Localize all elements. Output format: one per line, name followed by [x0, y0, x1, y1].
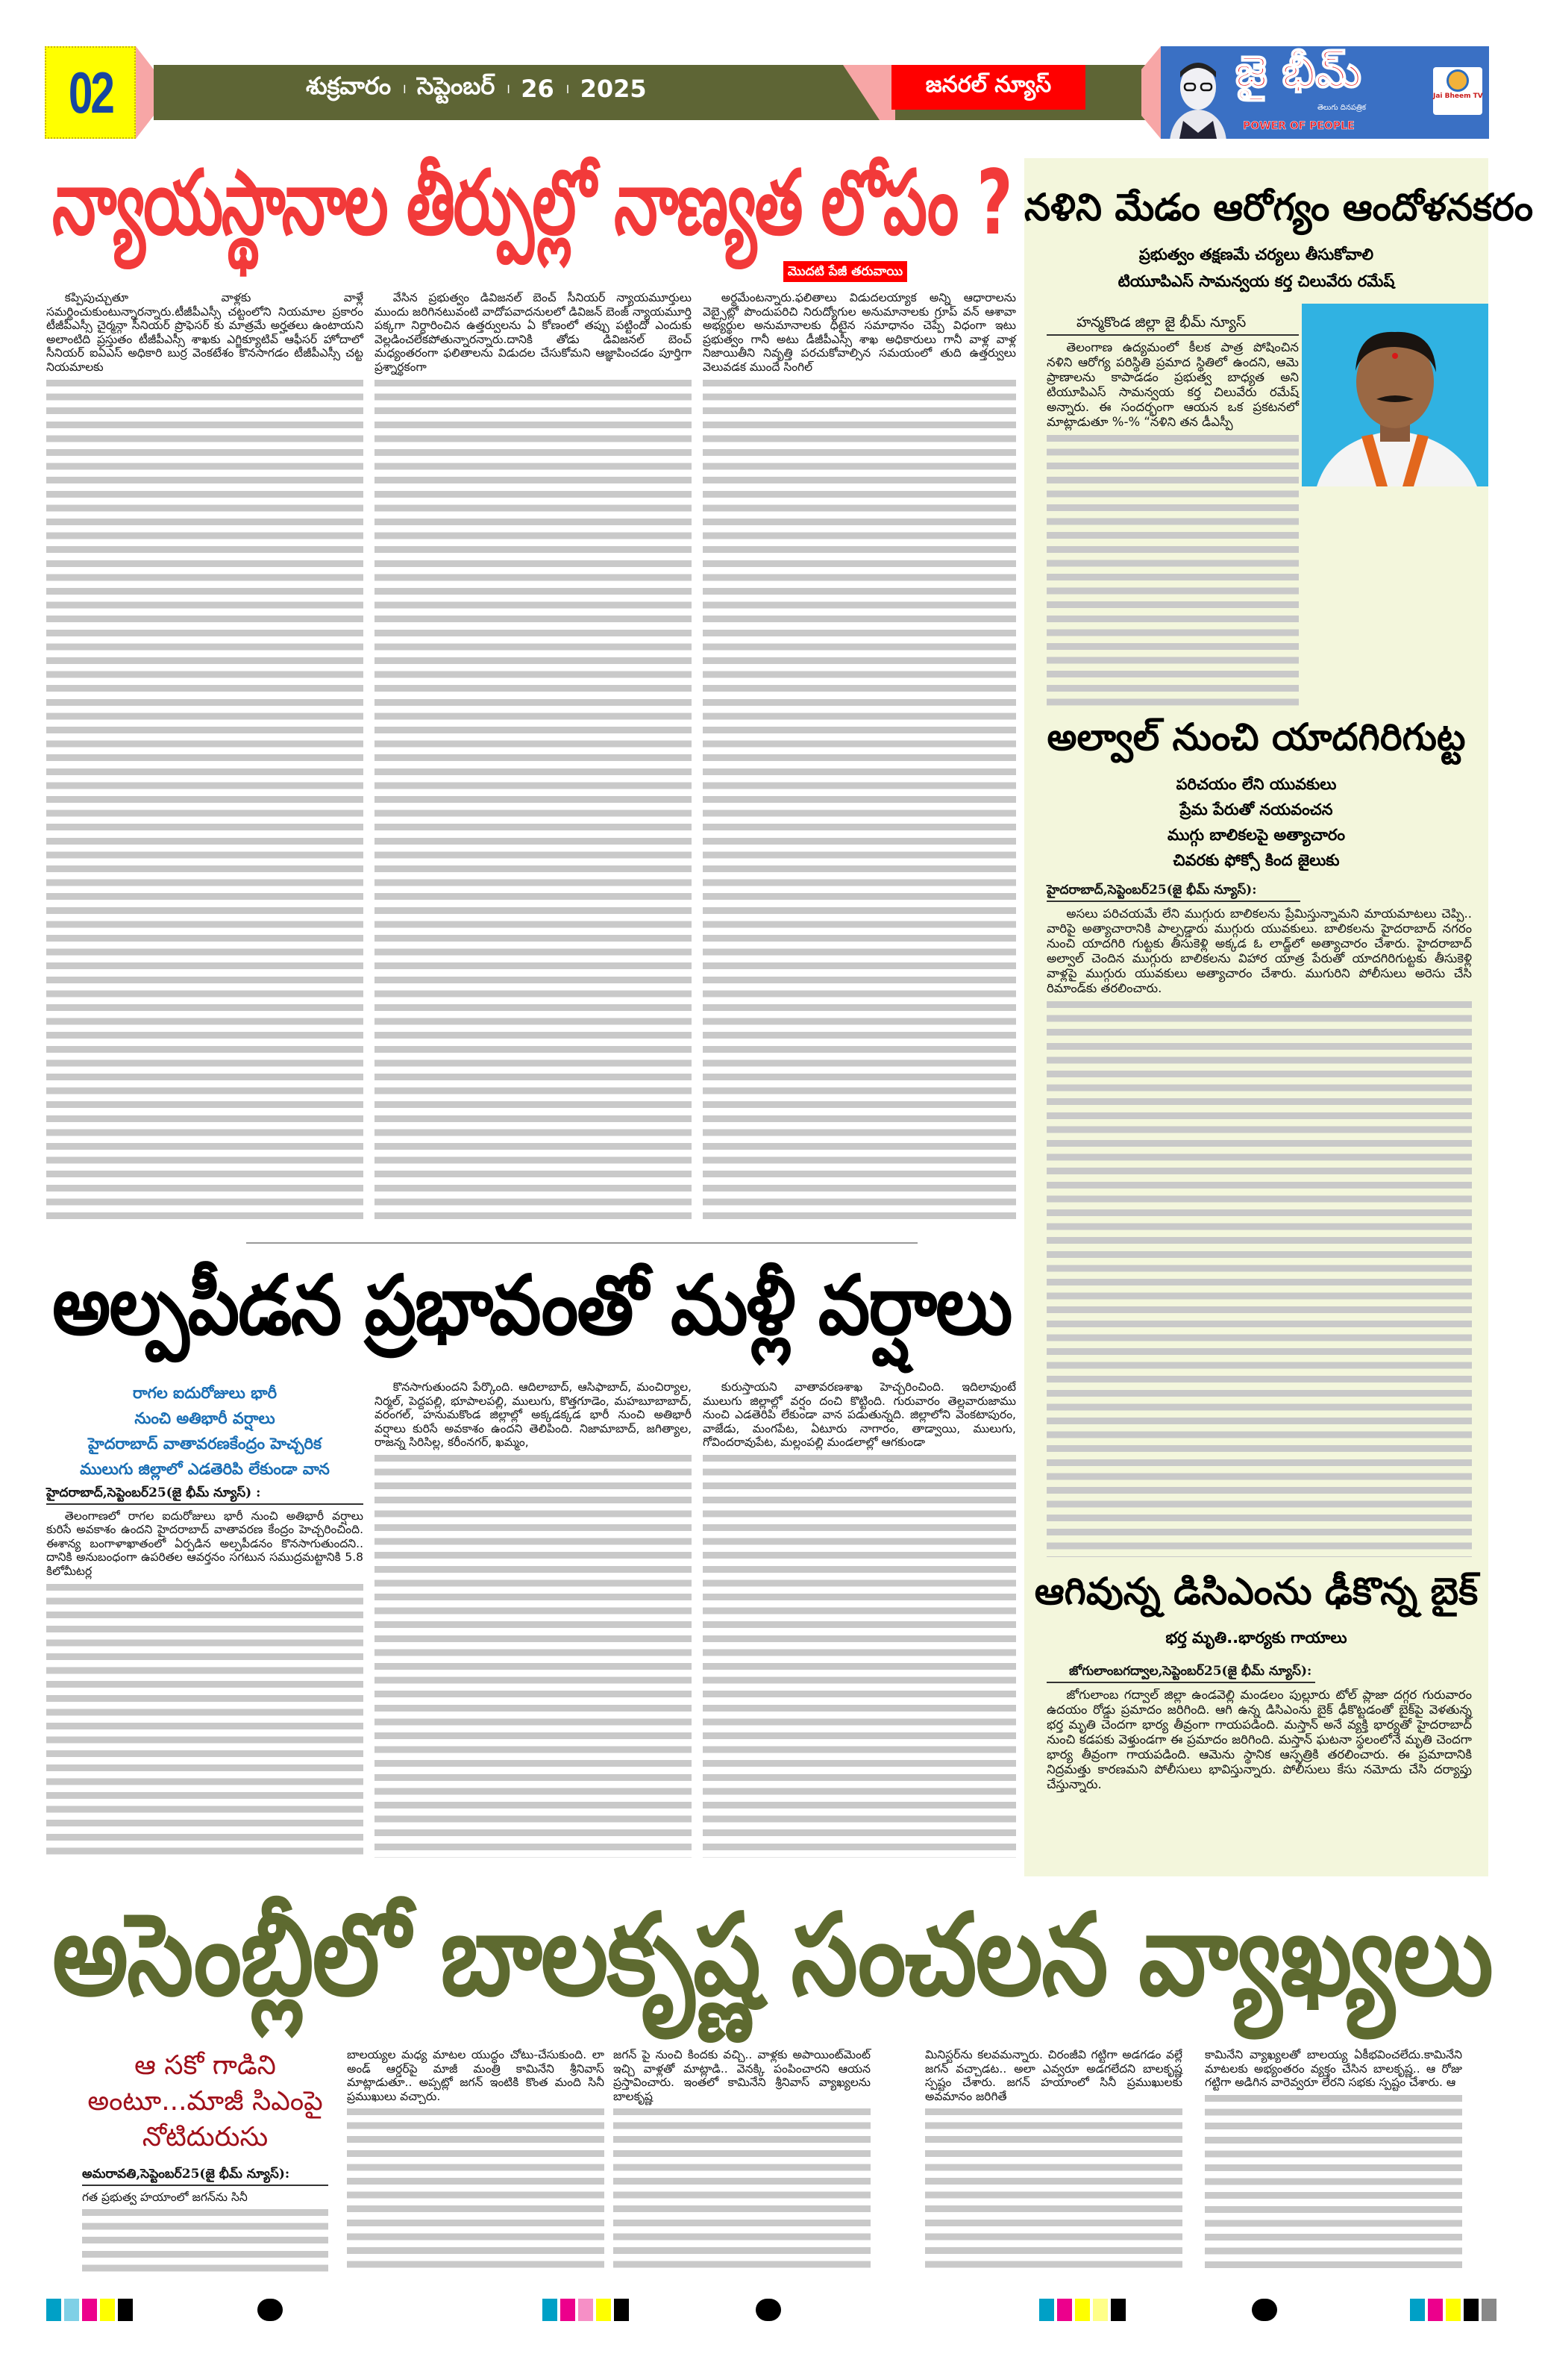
- dateline: హైదరాబాద్,సెప్టెంబర్25(జై భీమ్ న్యూస్):: [1047, 883, 1300, 902]
- paragraph: మినిస్టర్‌ను కలవమన్నారు. చిరంజీవి గట్టిగా అడగడం వల్లే జగన్ వచ్చాడట.. అలా ఎవ్వరూ అడగలేదని బాలకృష్ణ స్పష్టం చేశారు. జగన్ హయాంలో సినీ ప్రముఖులకు అవమానం జరిగితే: [925, 2048, 1182, 2103]
- page-number-box: [45, 46, 136, 139]
- logo-subtitle: తెలుగు దినపత్రిక: [1317, 104, 1367, 112]
- month: సెప్టెంబర్: [416, 72, 495, 100]
- registration-mark: [1252, 2299, 1277, 2321]
- continued-tag: మొదటి పేజీ తరువాయి: [783, 261, 907, 282]
- text-block: [613, 2105, 871, 2272]
- paragraph: గత ప్రభుత్వ హయాంలో జగన్‌ను సినీ: [82, 2190, 248, 2204]
- color-registration-bar: [1039, 2299, 1126, 2321]
- date-separator: ।: [564, 81, 570, 97]
- subhead: భర్త మృతి..భార్యకు గాయాలు: [1165, 1629, 1347, 1647]
- sidebar-headline-3: ఆగివున్న డిసిఎంను ఢీకొన్న బైక్: [1034, 1570, 1479, 1613]
- assembly-column-5: [1205, 2048, 1462, 2272]
- tv-logo: [1433, 67, 1482, 115]
- rain-story-column-3: [703, 1380, 1016, 1858]
- registration-mark: [756, 2299, 781, 2321]
- assembly-subhead: ఆ సకో గాడిని అంటూ...మాజీ సిఎంపై నోటిదురుసు: [87, 2050, 323, 2152]
- subhead: నుంచి అతిభారీ వర్షాలు: [134, 1409, 275, 1427]
- text-block: [925, 2105, 1182, 2272]
- rain-story-column-2: [374, 1380, 692, 1858]
- rain-headline: అల్పపీడన ప్రభావంతో మళ్లీ వర్షాలు: [52, 1257, 1012, 1353]
- assembly-column-3: [613, 2048, 871, 2272]
- paragraph: అర్థమేంటన్నారు.ఫలితాలు విడుదలయ్యాక అన్ని ఆధారాలను వెబ్సైట్లో పొందుపరిచి నిరుద్యోగుల అనుమానాలకు గ్రూప్ వన్ ఆశావా అభ్యర్థుల అనుమానాలకు ధీటైన సమాధానం చెప్పే విధంగా ఇటు ప్రభుత్వం గానీ అటు డీజీపీఎస్సీ శాఖ అధికారులు గానీ వాళ్ల వాళ్ల నిజాయితీని నివృత్తి పరచుకోవాల్సిన సమయంలో తుది ఉత్తర్వులు వెలువడక ముందే సింగిల్: [703, 291, 1016, 374]
- page-number-wedge: [136, 46, 154, 139]
- main-story-column-1: [46, 291, 363, 1219]
- issue-date: [306, 72, 647, 106]
- section-label: జనరల్ న్యూస్: [891, 65, 1085, 110]
- subhead: హైదరాబాద్ వాతావరణకేంద్రం హెచ్చరిక: [88, 1435, 322, 1453]
- paragraph: కామినేని వ్యాఖ్యలతో బాలయ్య ఏకీభవించలేదు.కామినేని మాటలకు అభ్యంతరం వ్యక్తం చేసిన బాలకృష్ణ.. ఆ రోజు గట్టిగా అడిగిన వారెవ్వరూ లేరని సభకు స్పష్టం చేశారు. ఆ: [1205, 2048, 1462, 2090]
- subhead: ప్రేమ పేరుతో నయవంచన: [1179, 801, 1333, 818]
- main-story-column-2: [374, 291, 692, 1219]
- text-block: [1047, 431, 1299, 709]
- subhead: రాగల ఐదురోజులు భారీ: [132, 1384, 278, 1402]
- text-block: [82, 2205, 328, 2272]
- assembly-column-2: [347, 2048, 604, 2272]
- text-block: [347, 2105, 604, 2272]
- dateline: అమరావతి,సెప్టెంబర్25(జై భీమ్ న్యూస్):: [82, 2167, 328, 2186]
- subhead: ముగ్గు బాలికలపై అత్యాచారం: [1168, 826, 1345, 844]
- logo-wedge: [1141, 46, 1161, 139]
- dateline: జోగులాంబగద్వాల,సెప్టెంబర్25(జై భీమ్ న్యూస్):: [1047, 1664, 1315, 1683]
- logo-title: జై భీమ్: [1235, 46, 1361, 97]
- main-headline: న్యాయస్థానాల తీర్పుల్లో నాణ్యత లోపం ?: [52, 150, 1012, 255]
- paragraph: జోగులాంబ గద్వాల్ జిల్లా ఉండవెల్లి మండలం పుల్లూరు టోల్ ప్లాజా దగ్గర గురువారం ఉదయం రోడ్డు ప్రమాదం జరిగింది. ఆగి ఉన్న డిసిఎంను బైక్ ఢీకొట్టడంతో బైక్‌పై వెళతున్న భర్త మృతి చెందగా భార్య తీవ్రంగా గాయపడింది. మస్తాన్ అనే వ్యక్తి భార్యతో హైదరాబాద్ నుంచి కడపకు వెళ్తుండగా ఈ ప్రమాదం జరిగింది. మస్తాన్ ఘటనా స్థలంలోనే మృతి చెందగా భార్య తీవ్రంగా గాయపడింది. ఆమెను స్థానిక ఆస్పత్రికి తరలించారు. ఈ ప్రమాదానికి నిద్రమత్తు కారణమని పోలీసులు భావిస్తున్నారు. పోలీసులు కేసు నమోదు చేసి దర్యాప్తు చేస్తున్నారు.: [1047, 1688, 1472, 1791]
- paragraph: అసలు పరిచయమే లేని ముగ్గురు బాలికలను ప్రేమిస్తున్నామని మాయమాటలు చెప్పి.. వారిపై అత్యాచారానికి పాల్పడ్డారు ముగ్గురు యువకులు. బాలికలను హైదరాబాద్ నగరం నుంచి యాదగిరి గుట్టకు తీసుకెళ్లి అక్కడ ఓ లాడ్జ్‌లో అత్యాచారం చేశారు. హైదరాబాద్ అల్వాల్ చెందిన ముగ్గురు బాలికలను విహార యాత్ర పేరుతో యాదగిరిగుట్టకు తీసుకెళ్లి వాళ్లపై ముగ్గురు యువకులు అత్యాచారం చేశారు. ముగురిని పోలీసులు అరెసు చేసి రిమాండ్‌కు తరలించారు.: [1047, 906, 1472, 995]
- assembly-headline: అసెంబ్లీలో బాలకృష్ణ సంచలన వ్యాఖ్యలు: [52, 1888, 1492, 2021]
- paragraph: తెలంగాణ ఉద్యమంలో కీలక పాత్ర పోషించిన నళిని ఆరోగ్య పరిస్థితి ప్రమాద స్థితిలో ఉందని, ఆమె ప్రాణాలను కాపాడడం ప్రభుత్వ బాధ్యత అని టియూపిఎస్ సామన్వయ కర్త చిలువేరు రమేష్ అన్నారు. ఈ సందర్భంగా ఆయన ఒక ప్రకటనలో మాట్లాడుతూ %-% “నళిని తన డీఎస్పీ: [1047, 340, 1299, 429]
- tv-emblem-icon: [1447, 69, 1469, 92]
- weekday: శుక్రవారం: [306, 72, 392, 100]
- assembly-column-4: [925, 2048, 1182, 2272]
- date-separator: ।: [505, 81, 511, 97]
- sidebar-story-2-body: [1047, 878, 1472, 1557]
- text-block: [1047, 998, 1472, 1557]
- sidebar-headline-2: అల్వాల్ నుంచి యాదగిరిగుట్ట: [1047, 715, 1466, 759]
- person-photo: [1302, 304, 1488, 486]
- text-block: [1205, 2091, 1462, 2272]
- assembly-column-1: [82, 2048, 328, 2272]
- dateline: హన్మకొండ జిల్లా జై భీమ్ న్యూస్: [1047, 315, 1299, 336]
- sidebar-headline-1: నళిని మేడం ఆరోగ్యం ఆందోళనకరం: [1024, 186, 1534, 229]
- paragraph: తెలంగాణలో రాగల ఐదురోజులు భారీ నుంచి అతిభారీ వర్షాలు కురిసే అవకాశం ఉందని హైదరాబాద్ వాతావరణ కేంద్రం హెచ్చరించింది. ఈశాన్య బంగాళాఖాతంలో ఏర్పడిన అల్పపీడనం కొనసాగుతుందని.. దానికి అనుబంధంగా ఉపరితల ఆవర్తనం సగటున సముద్రమట్టానికి 5.8 కిలోమీటర్ల: [46, 1509, 363, 1578]
- day: 26: [521, 75, 554, 103]
- subhead: చివరకు ఫోక్సో కింద జైలుకు: [1173, 851, 1340, 869]
- year: 2025: [580, 75, 647, 103]
- text-block: [703, 376, 1016, 1219]
- text-block: [374, 1451, 692, 1858]
- text-block: [46, 376, 363, 1219]
- sidebar-story-1-body: [1047, 315, 1299, 709]
- sidebar-story-3-body: [1047, 1659, 1472, 1868]
- date-separator: ।: [401, 81, 407, 97]
- page-number: 02: [68, 59, 113, 125]
- paragraph: కొనసాగుతుందని పేర్కొంది. ఆదిలాబాద్, ఆసిఫాబాద్, మంచిర్యాల, నిర్మల్, పెద్దపల్లి, భూపాలపల్లి, ములుగు, కొత్తగూడెం, మహబూబాబాద్, వరంగల్, హనుమకొండ జిల్లాల్లో అక్కడక్కడ భారీ నుంచి అతిభారీ వర్షాలు కురిసే అవకాశం ఉందని తెలిపింది. నిజామాబాద్, జగిత్యాల, రాజన్న సిరిసిల్ల, కరీంనగర్, ఖమ్మం,: [374, 1380, 692, 1450]
- color-registration-bar: [1410, 2299, 1496, 2321]
- subhead: టియూపిఎస్ సామన్వయ కర్త చిలువేరు రమేష్: [1118, 272, 1395, 290]
- subhead: ములుగు జిల్లాలో ఎడతెరిపి లేకుండా వాన: [80, 1460, 330, 1478]
- divider: [246, 1242, 918, 1244]
- tv-logo-text: Jai Bheem TV: [1433, 93, 1483, 100]
- sidebar-panel: [1024, 158, 1534, 1876]
- paragraph: వేసిన ప్రభుత్వం డివిజనల్ బెంచ్ సీనియర్ న్యాయమూర్తులు ముందు జరిగినటువంటి వాదోపవాదనులలో డివిజన్ బెంజ్ న్యాయమూర్తి పక్కగా నిర్ధారించిన ఉత్తర్వులను ఏ కోణంలో తప్పు పట్టిందో ఎందుకు వెల్లడించలేకపోతున్నారన్నారు.దానికి తోడు డివిజనల్ బెంచ్ మధ్యంతరంగా ఫలితాలను విడుదల చేసుకోమని ఆజ్ఞాపించడం పూర్తిగా ప్రశ్నార్థకంగా: [374, 291, 692, 374]
- text-block: [703, 1451, 1016, 1858]
- rain-story-column-1: [46, 1380, 363, 1858]
- paragraph: కప్పిపుచ్చుతూ వాళ్లకు వాళ్లే సమర్థించుకుంటున్నారన్నారు.టీజీపీఎస్సీ చట్టంలోని నియమాల ప్రకారం టీజీపీఎస్సీ చైర్మన్గా సీనియర్ ప్రొఫెసర్ కు మాత్రమే అర్హతలు ఉంటాయని అలాంటిది ప్రస్తుతం టీజీపీఎస్సీ శాఖకు ఎగ్జిక్యూటివ్ ఆఫీసర్ హోదాలో సీనియర్ ఐఏఎస్ అధికారి బుర్ర వెంకటేశం కొనసాగడం టీజీపీఎస్సీ చట్ట నియమాలకు: [46, 291, 363, 374]
- paragraph: బాలయ్యల మధ్య మాటల యుద్ధం చోటు-చేసుకుంది. లా అండ్ ఆర్డర్‌పై మాజీ మంత్రి కామినేని శ్రీనివాస్ మాట్లాడుతూ.. అప్పట్లో జగన్ ఇంటికి కొంత మంది సినీ ప్రముఖులు వచ్చారు.: [347, 2048, 604, 2103]
- newspaper-logo: [1161, 46, 1489, 139]
- subhead: పరిచయం లేని యువకులు: [1176, 775, 1337, 793]
- main-story-column-3: [703, 291, 1016, 1219]
- logo-tagline: POWER OF PEOPLE: [1243, 120, 1355, 132]
- dateline: హైదరాబాద్,సెప్టెంబర్25(జై భీమ్ న్యూస్) :: [46, 1486, 363, 1505]
- subhead: ప్రభుత్వం తక్షణమే చర్యలు తీసుకోవాలి: [1138, 245, 1374, 263]
- paragraph: జగన్ పై నుంచి కిందకు వచ్చి.. వాళ్లకు అపాయింట్‌మెంట్ ఇచ్చి వాళ్లతో మాట్లాడి.. వెనక్కి పంపించారని ఆయన ప్రస్తావించారు. ఇంతలో కామినేని శ్రీనివాస్ వ్యాఖ్యలను బాలకృష్ణ: [613, 2048, 871, 2103]
- registration-mark: [257, 2299, 283, 2321]
- color-registration-bar: [542, 2299, 629, 2321]
- text-block: [46, 1580, 363, 1858]
- color-registration-bar: [46, 2299, 133, 2321]
- paragraph: కురుస్తాయని వాతావరణశాఖ హెచ్చరించింది. ఇదిలావుంటే ములుగు జిల్లాల్లో వర్షం దంచి కొట్టింది. గురువారం తెల్లవారుజాము నుంచి ఎడతెరిపి లేకుండా వాన పడుతున్నది. జిల్లాలోని వెంకటాపురం, వాజేడు, మంగపేట, ఏటూరు నాగారం, తాడ్వాయి, ములుగు, గోవిందరావుపేట, మల్లంపల్లి మండలాల్లో ఆగకుండా: [703, 1380, 1016, 1450]
- text-block: [374, 376, 692, 1219]
